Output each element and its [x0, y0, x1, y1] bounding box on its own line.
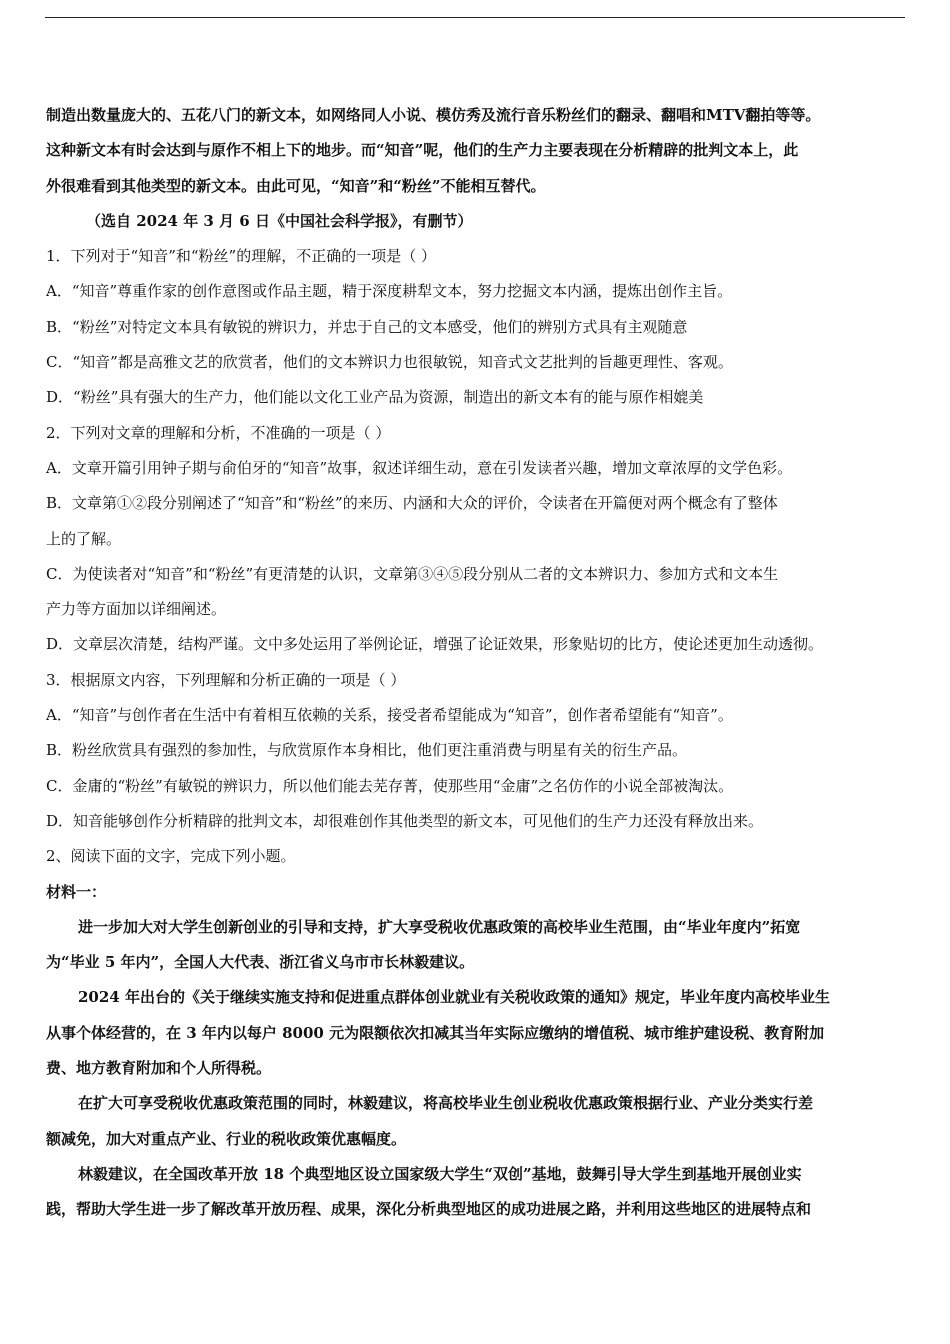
section-2 [46, 839, 906, 1227]
question-1 [46, 239, 906, 415]
question-stem: 1．下列对于“知音”和“粉丝”的理解，不正确的一项是（ ） [46, 247, 436, 266]
passage-tail [46, 98, 906, 239]
option-c: C．金庸的“粉丝”有敏锐的辨识力，所以他们能去芜存菁，使那些用“金庸”之名仿作的小说全部被淘汰。 [46, 776, 734, 795]
material-line: 为“毕业 5 年内”，全国人大代表、浙江省义乌市市长林毅建议。 [46, 953, 475, 972]
option-b-cont: 上的了解。 [46, 529, 122, 548]
option-d: D．文章层次清楚，结构严谨。文中多处运用了举例论证，增强了论证效果，形象贴切的比方，使论述更加生动透彻。 [46, 635, 824, 654]
question-2 [46, 416, 906, 663]
material-line: 进一步加大对大学生创新创业的引导和支持，扩大享受税收优惠政策的高校毕业生范围，由“毕业年度内”拓宽 [78, 917, 801, 936]
option-d: D．知音能够创作分析精辟的批判文本，却很难创作其他类型的新文本，可见他们的生产力还没有释放出来。 [46, 811, 764, 830]
document-body [46, 98, 906, 1228]
option-b: B．文章第①②段分别阐述了“知音”和“粉丝”的来历、内涵和大众的评价，令读者在开篇便对两个概念有了整体 [46, 494, 778, 513]
option-d: D．“粉丝”具有强大的生产力，他们能以文化工业产品为资源，制造出的新文本有的能与原作相媲美 [46, 388, 704, 407]
question-stem: 3．根据原文内容，下列理解和分析正确的一项是（ ） [46, 670, 406, 689]
material-label: 材料一： [46, 882, 107, 901]
material-line: 额减免，加大对重点产业、行业的税收政策优惠幅度。 [46, 1129, 407, 1148]
question-3 [46, 663, 906, 839]
header-rule [45, 17, 905, 18]
option-c: C．为使读者对“知音”和“粉丝”有更清楚的认识，文章第③④⑤段分别从二者的文本辨识力、参加方式和文本生 [46, 564, 779, 583]
passage-line: 制造出数量庞大的、五花八门的新文本，如网络同人小说、模仿秀及流行音乐粉丝们的翻录、翻唱和MTV翻拍等等。 [46, 106, 821, 124]
material-line: 践，帮助大学生进一步了解改革开放历程、成果，深化分析典型地区的成功进展之路，并利用这些地区的进展特点和 [46, 1200, 812, 1219]
material-line: 在扩大可享受税收优惠政策范围的同时，林毅建议，将高校毕业生创业税收优惠政策根据行业、产业分类实行差 [78, 1094, 814, 1113]
source-citation: （选自 2024 年 3 月 6 日《中国社会科学报》，有删节） [86, 211, 473, 230]
passage-line: 外很难看到其他类型的新文本。由此可见，“知音”和“粉丝”不能相互替代。 [46, 176, 546, 195]
passage-line: 这种新文本有时会达到与原作不相上下的地步。而“知音”呢，他们的生产力主要表现在分析精辟的批判文本上，此 [46, 141, 799, 160]
section-heading: 2、阅读下面的文字，完成下列小题。 [46, 847, 296, 866]
material-line: 2024 年出台的《关于继续实施支持和促进重点群体创业就业有关税收政策的通知》规定，毕业年度内高校毕业生 [78, 988, 830, 1007]
option-a: A．“知音”与创作者在生活中有着相互依赖的关系，接受者希望能成为“知音”，创作者希望能有“知音”。 [46, 706, 733, 725]
material-line: 费、地方教育附加和个人所得税。 [46, 1059, 272, 1078]
material-line: 从事个体经营的，在 3 年内以每户 8000 元为限额依次扣减其当年实际应缴纳的增值税、城市维护建设税、教育附加 [46, 1023, 825, 1042]
option-c-cont: 产力等方面加以详细阐述。 [46, 600, 227, 619]
option-b: B．“粉丝”对特定文本具有敏锐的辨识力，并忠于自己的文本感受，他们的辨别方式具有主观随意 [46, 317, 688, 336]
option-c: C．“知音”都是高雅文艺的欣赏者，他们的文本辨识力也很敏锐，知音式文艺批判的旨趣更理性、客观。 [46, 353, 733, 372]
option-a: A．“知音”尊重作家的创作意图或作品主题，精于深度耕犁文本，努力挖掘文本内涵，提炼出创作主旨。 [46, 282, 733, 301]
option-a: A．文章开篇引用钟子期与俞伯牙的“知音”故事，叙述详细生动，意在引发读者兴趣，增加文章浓厚的文学色彩。 [46, 458, 793, 477]
material-line: 林毅建议，在全国改革开放 18 个典型地区设立国家级大学生“双创”基地，鼓舞引导大学生到基地开展创业实 [78, 1164, 802, 1183]
question-stem: 2．下列对文章的理解和分析，不准确的一项是（ ） [46, 423, 391, 442]
option-b: B．粉丝欣赏具有强烈的参加性，与欣赏原作本身相比，他们更注重消费与明星有关的衍生产品。 [46, 741, 688, 760]
